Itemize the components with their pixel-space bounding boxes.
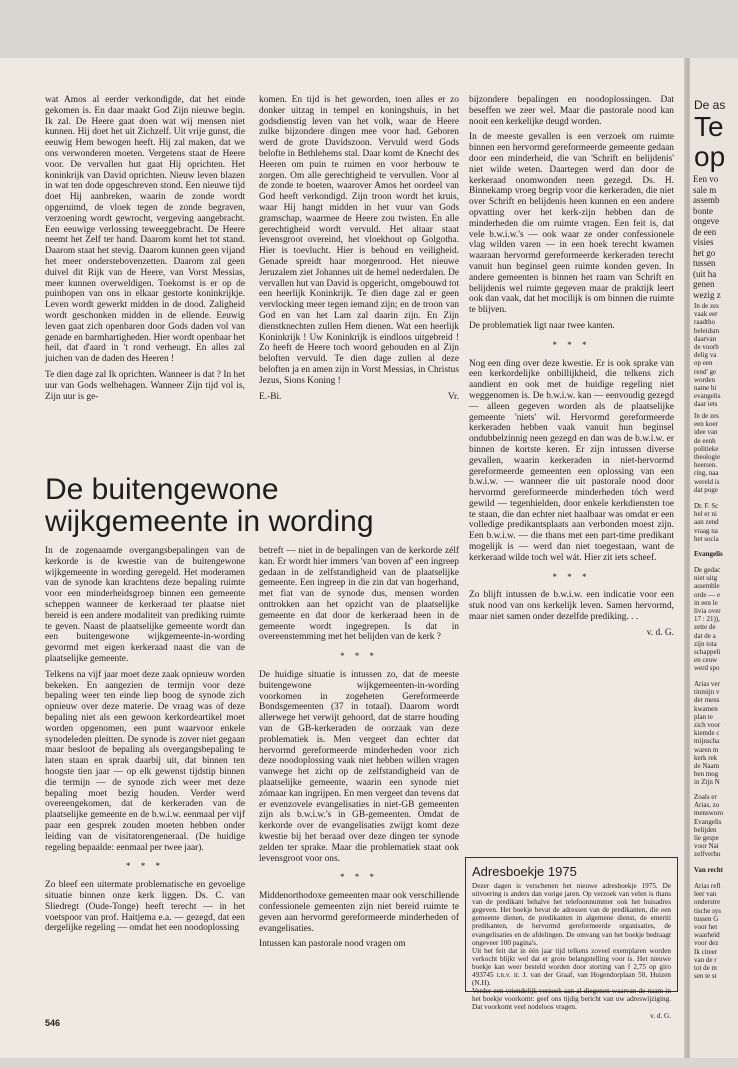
right-page-line: het socia — [694, 534, 719, 543]
right-page-line: politieke — [694, 444, 719, 453]
right-page-line: tussen — [693, 258, 716, 268]
right-page-line: waarheid — [694, 931, 720, 940]
right-page-line: in een le — [694, 598, 718, 607]
paragraph: Zo bleef een uitermate problematische en gevoelige situatie binnen onze kerk liggen. Ds. C. van Sliedregt (Oude-Tonge) heeft terecht — in het voetspoor van prof. Haitjema e.a. — gezegd, dat een dergelijke regeling — omdat het een noodoplossing — [45, 880, 245, 934]
paragraph: komen. En tijd is het geworden, toen alles er zo donker uitzag in tempel en koningshuis, in het godsdienstig leven van het volk, waar de Heere zulke bijzondere dingen mee voor had. Geboren werd de grote Davidszoon. Vervuld werd Gods belofte in Bethlehems stal. Daar komt de Knecht des Heeren om puin te ruimen en voor herbouw te zorgen. Om alle gerechtigheid te vervullen. Voor al de zonde te boeten, waarover Amos het oordeel van God heeft verkondigd. Zijn troon wordt het kruis, waar Hij hangt midden in het vuur van Gods gramschap, waarmee de Heere zou twisten. En alle gerechtigheid wordt vervuld. Het altaar staat levensgroot overeind, het vloekhout op Golgotha. Hier is toevlucht. Hier is behoud en veiligheid. Genade spreidt haar morgenrood. Het nieuwe Jeruzalem ziet Johannes uit de hemel nederdalen. De vervallen hut van David is opgericht, omgebouwd tot een heerlijk Koninkrijk. Te dien dage zal er geen vervlocking meer tegen iemand zijn; en de troon van God en van het Lam zal daarin zijn. En Zijn dienstknechten zullen Hem dienen. Wat een heerlijk Koninkrijk ! Uw Koninkrijk is eindloos uitgebreid ! Zo heeft de Heere toch woord gehouden en al Zijn beloften vervuld. Te dien dage zullen al deze beloften ja en amen zijn in Vorst Messias, in Christus Jezus, Sions Koning ! — [259, 95, 459, 386]
right-page-line: mijnscha — [694, 737, 720, 746]
right-page-line: aan zend — [694, 518, 719, 527]
right-page-line: mensworo — [694, 809, 724, 818]
right-page-line: ring, naa — [694, 469, 719, 478]
box-paragraph: Uit het feit dat in één jaar tijd telkens zoveel exemplaren worden verkocht blijkt wel dat er grote belangstelling voor is. Het nieuwe boekje kan weer besteld worden door storting van f 2,75 op giro 493745 t.n.v. ir. J. van der Graaf, van Hogendorplaan 50, Huizen (N.H). — [472, 946, 671, 988]
adresboekje-box — [465, 857, 678, 1020]
box-signature: v. d. G. — [650, 1011, 671, 1020]
right-page-line: vraag na — [694, 526, 718, 535]
right-page-line: genen — [693, 279, 715, 289]
right-page-line: beleidsm — [694, 326, 720, 335]
right-page-line: in Zijn N — [694, 778, 720, 787]
right-page-kicker: De as — [694, 98, 726, 112]
right-page-line: wereld is — [694, 477, 720, 486]
right-page-line: vaak eer — [694, 310, 718, 319]
paragraph: De problematiek ligt naar twee kanten. — [469, 320, 615, 331]
paragraph: In de zogenaamde overgangsbepalingen van de kerkorde is de kwestie van de buitengewone wijkgemeente in wording geregeld. Het moderamen van de synode kan krachtens deze bepaling ruimte voor een minderheidsgroep binnen een gemeente scheppen wanneer de kerkeraad ter plaatse niet bereid is een andere modaliteit van prediking ruimte te geven. Naast de plaatselijke gemeente wordt dan een buitengewone wijkgemeente-in-wording gevormd met eigen kerkeraad naast die van de plaatselijke gemeente. — [45, 546, 245, 664]
right-page-line: zich voor — [694, 721, 721, 729]
right-page-line: daar iets — [694, 400, 718, 409]
paragraph: De huidige situatie is intussen zo, dat de meeste buitengewone wijkgemeenten-in-wording voorkomen in zogeheten Gereformeerde Bondsgemeenten (37 in totaal). Daarom wordt allerwege het verwijt gehoord, dat de starre houding van de GB-kerkeraden de oorzaak van deze problematiek is. Men vergeet dan echter dat hervormd gereformeerde minderheden voor zich deze noodoplossing vaak niet hebben willen vragen vanwege het zicht op de zelfstandigheid van de plaatselijke gemeente, waarin een synode niet zómaar kan ingrijpen. En men vergeet dan tevens dat er evenzovele evangelisaties in niet-GB gemeenten zijn als b.w.i.w.'s in GB-gemeenten. Omdat de kerkorde over de evangelisaties zwijgt komt deze kwestie bij het beraad over deze dingen ter synode zelden ter sprake. Maar die problematiek staat ook levensgroot voor ons. — [259, 669, 459, 864]
right-page-line: kerk rek — [694, 753, 718, 762]
signature: Vr. — [447, 391, 459, 402]
paragraph: betreft — niet in de bepalingen van de kerkorde zélf kan. Er wordt hier immers 'van boven af' een ingreep gedaan in de zelfstandigheid van de plaatselijke gemeente. Een ingreep in die zin dat van hogerhand, met fiat van de synode dus, mensen worden onttrokken aan het opzicht van de plaatselijke gemeente en dat door de kerkeraad heen in de gemeente wordt ingegrepen. Is dat in overeenstemming met het belijden van de kerk ? — [259, 546, 459, 643]
right-page-line: Dr. F. Sc — [694, 502, 719, 510]
right-page-line: In de zes — [694, 412, 719, 420]
paragraph: In de meeste gevallen is een verzoek om ruimte binnen een hervormd gereformeerde gemeente gedaan door een minderheid, die van 'Schrift en belijdenis' niet wilde weten. Daartegen werd dan door de kerkeraad onomwonden neen gezegd. Ds. H. Binnekamp vroeg begrip voor die kerkeraden, die niet over Schrift en belijdenis heen kunnen en een andere opvatting over het kerk-zijn hebben dan de minderheden die om ruimte vragen. Een feit is, dat vele b.w.i.w.'s — ook waar ze onder confessionele vlag wilden varen — in een hoek terecht kwamen waaraan hervormd gereformeerde kerkeraden terecht vanuit hun beginsel geen ruimte konden geven. In andere gemeenten is binnen het raam van Schrift en belijdenis wel ruimte gegeven maar de praktijk leert ook dan vaak, dat het mocilijk is om binnen die ruimte te blijven. — [469, 132, 674, 316]
article-middle-column — [259, 546, 459, 955]
right-page-line: de eenh — [694, 436, 716, 445]
signature: v. d. G. — [646, 627, 674, 638]
right-page-line: Arias ver — [694, 680, 720, 688]
top-middle-column — [259, 95, 459, 402]
right-page-line: voor Nai — [694, 842, 719, 851]
box-paragraph: Verder een vriendelijk verzoek aan al diegenen waarvan de naam in het boekje voorkomt: geef ons tijdig bericht van uw adreswijziging. Dat voorkomt veel nodeloos vragen. — [472, 987, 671, 1012]
right-page-line: onderstre — [694, 898, 721, 907]
right-page-line: op een — [694, 359, 713, 368]
right-page-line: tussen G — [694, 914, 719, 923]
right-page-line: daarvan — [694, 334, 717, 343]
page-number: 546 — [45, 1018, 61, 1028]
right-page-line: het go — [693, 247, 716, 258]
right-page-line: waren m — [694, 745, 719, 754]
right-page-line: heersen. — [694, 461, 718, 470]
paragraph: Middenorthodoxe gemeenten maar ook verschillende confessionele gemeenten zijn niet bereid ruimte te geven aan hervormd gereformeerde minderheden of evangelisaties. — [259, 891, 459, 934]
right-page-line: leer van — [694, 890, 717, 899]
paragraph: wat Amos al eerder verkondigde, dat het einde gekomen is. En daar maakt God Zijn nieuwe begin. Ik zal. De Heere gaat doen wat wij mensen niet kunnen. Hij doet het uit Zichzelf. Uit vrije gunst, die eeuwig Hem bewogen heeft. Hij zal maken, dat we ons verwonderen moeten. Vergetens staat de Heere voor. De vervallen hut gaat Hij oprichten. Het koninkrijk van David oprichten. Nieuw leven blazen in wat ten dode opgeschreven stond. Een nieuwe tijd doet Hij aanbreken, waarin de zonde wordt opgeruimd, de vloek tegen de zonde begraven, verzoening wordt gewrocht, vergeving aangebracht. Een eeuwige verlossing teweeggebracht. De Heere neemt het Zelf ter hand. Daarom komt het tot stand. Daarom staat het stevig. Daarom kunnen geen vijand het meer onderstebovenzetten. Daarom zal geen duivel dit Rijk van de Heere, van Vorst Messias, meer kunnen overweldigen. Toekomst is er op de puinhopen van ons in elkaar gestorte koninkrijkje. Leven wordt gewerkt midden in de dood. Zaligheid wordt geschonken midden in de ellende. Eeuwig leven gaat zich openbaren door Gods daden vol van genade en barmhartigheden. Hier wordt openbaar het heil, dat d'aard in 't rond verheugt. En alles zal juichen van de daden des Heeren ! — [45, 95, 245, 365]
right-page-line: sale m — [693, 184, 717, 195]
right-page-line: voor het — [694, 923, 718, 931]
right-page-line: zelfverhu — [694, 850, 721, 859]
paragraph: Intussen kan pastorale nood vragen om — [259, 939, 406, 950]
right-page-line: een koer — [694, 420, 718, 429]
section-divider: * * * — [340, 872, 378, 883]
paragraph: Nog een ding over deze kwestie. Er is ook sprake van een kerkordelijke onbillijkheid, die telkens zich aandient en ook met de huidige regeling niet weggenomen is. De b.w.i.w. kan — eenvoudig gezegd — alleen gegeven worden als de plaatselijke gemeente 'niets' wil. Hervormd gereformeerde kerkeraden hebben vaak vanuit hun beginsel ondubbelzinnig neen gezegd en dan was de b.w.i.w. er binnen de kortste keren. Er zijn intussen diverse gevallen, waarin kerkeraden in niet-hervormd gereformeerde gemeenten een oplossing van een b.w.i.w. — wanneer die uit pastorale nood door hervormd gereformeerde minderheden tóch werd gewild — tegenhielden, door enkele kerkdiensten toe te staan, die dan echter niet haalbaar was omdat er een volledige predikantsplaats aan verbonden moest zijn. Een b.w.i.w. — die thans met een part-time predikant mogelijk is — werd dan niet toegestaan, want de kerkeraad wilde toch wel wát. Hier zit iets scheef. — [469, 358, 674, 563]
right-page-line: de Naam — [694, 762, 720, 770]
paragraph: bijzondere bepalingen en noodoplossingen. Dat beseffen we zeer wel. Maar die pastorale nood kan nooit een kerkelijke deugd worden. — [469, 95, 674, 127]
right-page-line: bonte — [693, 205, 713, 216]
signature: E.-Bi. — [259, 391, 282, 402]
right-page-line: sen te st — [694, 972, 717, 981]
section-divider: * * * — [340, 651, 378, 662]
right-page-line: zijn tota — [694, 639, 717, 648]
right-page-line: Arias refl — [694, 882, 721, 890]
right-page-line: livia over — [694, 607, 721, 615]
right-page-line: Evangelis — [694, 817, 722, 826]
right-page-line: tot de m — [694, 964, 717, 972]
right-page-line: ben mog — [694, 770, 719, 779]
section-divider: * * * — [552, 571, 591, 582]
right-page-line: voor dez — [694, 939, 719, 948]
right-page-headline-part: Te — [694, 111, 724, 142]
right-page-line: de voorb — [694, 343, 719, 351]
right-page-line: belijden — [694, 825, 717, 834]
right-page-line: tinmijn v — [694, 688, 720, 697]
right-page-line: assemble — [694, 582, 720, 591]
right-page-line: idee van — [694, 428, 718, 437]
right-page-line: Ik citeer — [694, 947, 718, 956]
right-page-line: Zoals er — [694, 793, 717, 801]
right-page-line: kwamen — [694, 704, 718, 713]
right-page-line: en ceuw — [694, 656, 718, 665]
right-page-line: van de r — [694, 955, 717, 964]
right-page-line: niet uitg — [694, 574, 718, 583]
top-left-column — [45, 95, 245, 407]
right-page-line: werd spo — [694, 664, 720, 673]
right-page-line: visies — [693, 237, 714, 247]
right-page-line: wezig z — [693, 289, 721, 300]
article-left-column — [45, 546, 245, 939]
right-page-line: (uit ha — [693, 268, 717, 279]
right-page-subhead: Evangelis — [694, 550, 723, 558]
right-page-line: Arias, zo — [694, 801, 720, 810]
right-page-line: orde — e — [694, 590, 721, 599]
right-page-line: theologie — [694, 453, 721, 461]
right-page-line: Een vo — [693, 174, 719, 184]
right-page-line: assemb — [693, 195, 720, 205]
right-page-headline-part: op — [694, 141, 726, 172]
right-page-line: evangelis — [694, 392, 721, 401]
right-page-line: 17 : 21)), — [694, 615, 720, 624]
right-page-line: dat de a — [694, 631, 716, 640]
paragraph: Zo blijft intussen de b.w.i.w. een indicatie voor een stuk nood van ons kerkelijk leven. Samen hervormd, maar niet samen onder dezelfde prediking. . . — [469, 590, 674, 623]
right-page-line: name bi — [694, 384, 717, 392]
right-page-line: hel er ni — [694, 510, 717, 519]
right-page-line: kiemde c — [694, 729, 720, 738]
article-headline: De buitengewone wijkgemeente in wording — [45, 473, 374, 538]
right-page-line: plan te — [694, 712, 713, 721]
right-page-line: De gedac — [694, 566, 721, 574]
right-page-line: dat poge — [694, 485, 718, 494]
box-paragraph: Dezer dagen is verschenen het nieuwe adresboekje 1975. De uitvoering is anders dan vorige jaren. Op verzoek van velen is thans van de predikant behalve het telefoonnummer ook het huisadres gegeven. Het boekje bevat de adressen van de predikanten, die een gemeente dienen, de predikanten in algemene dienst, de emeriti predikanten, de hervormd gereformeerde organisaties, de evangelisaties en de afdelingen. De omvang van het boekje bedraagt ongeveer 100 pagina's. — [472, 882, 671, 947]
section-divider: * * * — [552, 339, 591, 350]
right-page-line: schappeli — [694, 648, 721, 656]
paragraph: Telkens na vijf jaar moet deze zaak opnieuw worden bekeken. En aangezien de termijn voor deze bepaling weer ten einde liep boog de synode zich opnieuw over deze materie. De vraag was of deze bepaling niet als een gewoon kerkordeartikel moet worden opgenomen, een punt waarvoor enkele synodeleden pleitten. De synode is zover niet gegaan maar besloot de bepaling als overgangsbepaling te laten staan en sprak daarbij uit, dat binnen ten hoogste tien jaar — op elk gewenst tijdstip binnen die termijn — de synode zich weer met deze bepaling moet bezig houden. Verder werd overeengekomen, dat de kerkeraden van de plaatselijke gemeente en de b.w.i.w. eenmaal per vijf paar een gesprek zouden moeten hebben onder leiding van de visitatorengeneraal. (De huidige regeling bepaalde: eenmaal per twee jaar). — [45, 669, 245, 853]
right-page-line: In de zes — [694, 302, 719, 310]
right-page-subhead: Van recht — [694, 866, 723, 874]
signature-row — [259, 392, 459, 403]
right-column — [469, 95, 674, 644]
section-divider: * * * — [126, 861, 164, 872]
right-page-line: zette de — [694, 623, 716, 632]
right-page-line: worden — [694, 375, 715, 384]
right-page-line: lie gespe — [694, 834, 719, 842]
right-page-line: delig va — [694, 351, 717, 360]
right-page-line: ongeve — [693, 216, 719, 226]
right-page-line: der mens — [694, 696, 720, 705]
right-page-line: raadtho — [694, 318, 715, 327]
right-page-line: de een — [693, 226, 717, 237]
paragraph: Te dien dage zal Ik oprichten. Wanneer is dat ? In het uur van Gods welbehagen. Wanneer Zijn tijd vol is, Zijn uur is ge- — [45, 369, 245, 402]
box-title: Adresboekje 1975 — [472, 864, 577, 879]
right-page-line: tische sys — [694, 906, 722, 915]
right-page-line: rend' ge — [694, 367, 717, 376]
